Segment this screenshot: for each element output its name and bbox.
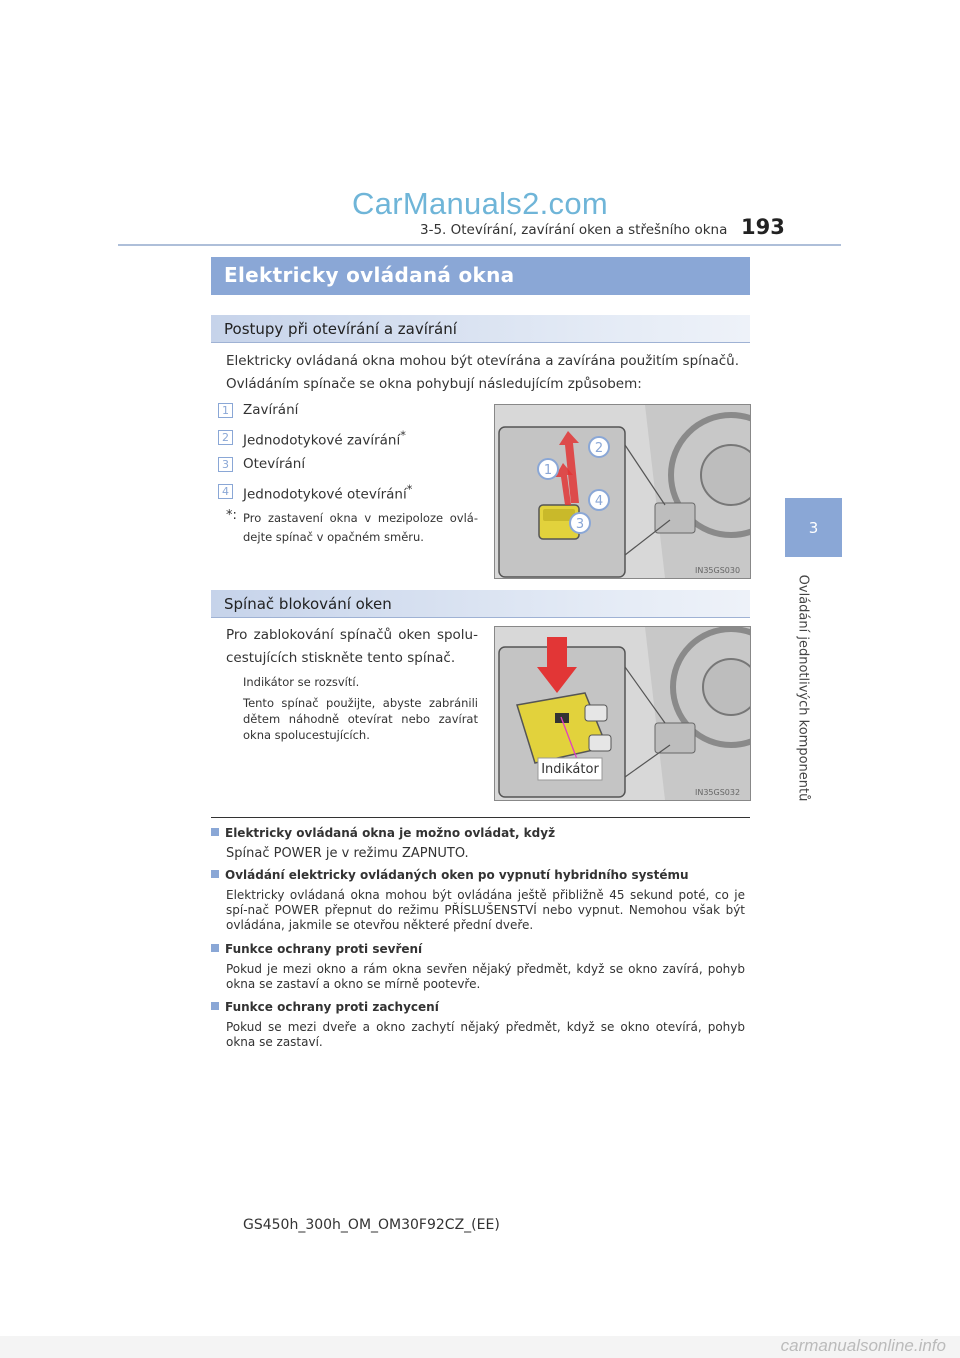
- indicator-note: Indikátor se rozsvítí.: [243, 675, 360, 689]
- indicator-label: Indikátor: [541, 762, 599, 777]
- chapter-side-title: [792, 565, 814, 811]
- callout-2-icon: [589, 437, 609, 457]
- item-number-3: 3: [218, 457, 233, 472]
- window-switch-drawing: [495, 405, 750, 578]
- lock-text-line-1: Pro zablokování spínačů oken spolu-: [226, 627, 478, 643]
- bullet-body-1: Spínač POWER je v režimu ZAPNUTO.: [226, 846, 469, 861]
- main-title: Elektricky ovládaná okna: [211, 257, 750, 295]
- running-header-section: 3-5. Otevírání, zavírání oken a střešního okna: [420, 222, 728, 238]
- svg-text:3: 3: [575, 517, 585, 532]
- square-bullet-icon: [211, 944, 219, 952]
- watermark-carmanualsonline: carmanualsonline.info: [780, 1336, 946, 1355]
- window-switch-illustration: [494, 404, 751, 579]
- watermark-bottom-bar: [0, 1336, 960, 1358]
- chapter-tab: [785, 498, 842, 557]
- document-footer-code: GS450h_300h_OM_OM30F92CZ_(EE): [243, 1217, 500, 1233]
- item-closing: Zavírání: [243, 402, 299, 418]
- svg-text:2: 2: [594, 441, 604, 456]
- watermark-carmanuals2: CarManuals2.com: [351, 186, 609, 221]
- bullet-heading-1: Elektricky ovládaná okna je možno ovládat, když: [211, 826, 555, 840]
- window-lock-switch-illustration: [494, 626, 751, 801]
- lock-switch-purpose-note: Tento spínač použijte, abyste zabránili dětem náhodně otevírat nebo zavírat okna spolucestujících.: [243, 696, 478, 742]
- callout-3-icon: [570, 513, 590, 533]
- bullet-body-2: Elektricky ovládaná okna mohou být ovládána ještě přibližně 45 sekund poté, co je spí-nač POWER přepnut do režimu PŘÍSLUŠENSTVÍ nebo vypnut. Nemohou však být ovládána, jakmile se otevřou některé přední dveře.: [226, 888, 745, 932]
- footnote-mark: *:: [226, 508, 237, 523]
- image-code-2: IN35GS032: [695, 788, 741, 797]
- bullet-heading-3: Funkce ochrany proti sevření: [211, 942, 422, 956]
- square-bullet-icon: [211, 870, 219, 878]
- item-one-touch-opening: Jednodotykové otevírání*: [243, 483, 413, 503]
- item-one-touch-closing: Jednodotykové zavírání*: [243, 429, 406, 449]
- intro-line-1: Elektricky ovládaná okna mohou být otevírána a zavírána použitím spínačů.: [226, 353, 739, 369]
- footnote-line-1: Pro zastavení okna v mezipoloze ovlá-: [243, 511, 478, 525]
- svg-text:1: 1: [543, 463, 553, 478]
- footnote-star: *: [406, 483, 413, 496]
- window-lock-drawing: [495, 627, 750, 800]
- section-divider: [211, 817, 750, 818]
- square-bullet-icon: [211, 1002, 219, 1010]
- bullet-body-3: Pokud je mezi okno a rám okna sevřen nějaký předmět, když se okno zavírá, pohyb okna se zastaví a okno se mírně pootevře.: [226, 962, 745, 991]
- bullet-heading-4: Funkce ochrany proti zachycení: [211, 1000, 439, 1014]
- footnote-star: *: [400, 429, 406, 442]
- intro-line-2: Ovládáním spínače se okna pohybují následujícím způsobem:: [226, 376, 642, 392]
- lock-text-line-2: cestujících stiskněte tento spínač.: [226, 650, 456, 666]
- item-opening: Otevírání: [243, 456, 306, 472]
- chapter-number: 3: [808, 518, 819, 537]
- svg-text:4: 4: [594, 494, 604, 509]
- footnote-line-2: dejte spínač v opačném směru.: [243, 530, 424, 544]
- section-heading-lock-switch: Spínač blokování oken: [211, 590, 750, 618]
- square-bullet-icon: [211, 828, 219, 836]
- page-number: 193: [741, 215, 785, 239]
- chapter-title: Ovládání jednotlivých komponentů: [795, 574, 811, 802]
- section-heading-operation: Postupy při otevírání a zavírání: [211, 315, 750, 343]
- item-number-1: 1: [218, 403, 233, 418]
- item-number-2: 2: [218, 430, 233, 445]
- image-code-1: IN35GS030: [695, 566, 741, 575]
- bullet-body-4: Pokud se mezi dveře a okno zachytí nějaký předmět, když se okno otevírá, pohyb okna se zastaví.: [226, 1020, 745, 1049]
- callout-1-icon: [538, 459, 558, 479]
- callout-4-icon: [589, 490, 609, 510]
- bullet-heading-2: Ovládání elektricky ovládaných oken po vypnutí hybridního systému: [211, 868, 689, 882]
- item-number-4: 4: [218, 484, 233, 499]
- header-rule: [118, 244, 841, 246]
